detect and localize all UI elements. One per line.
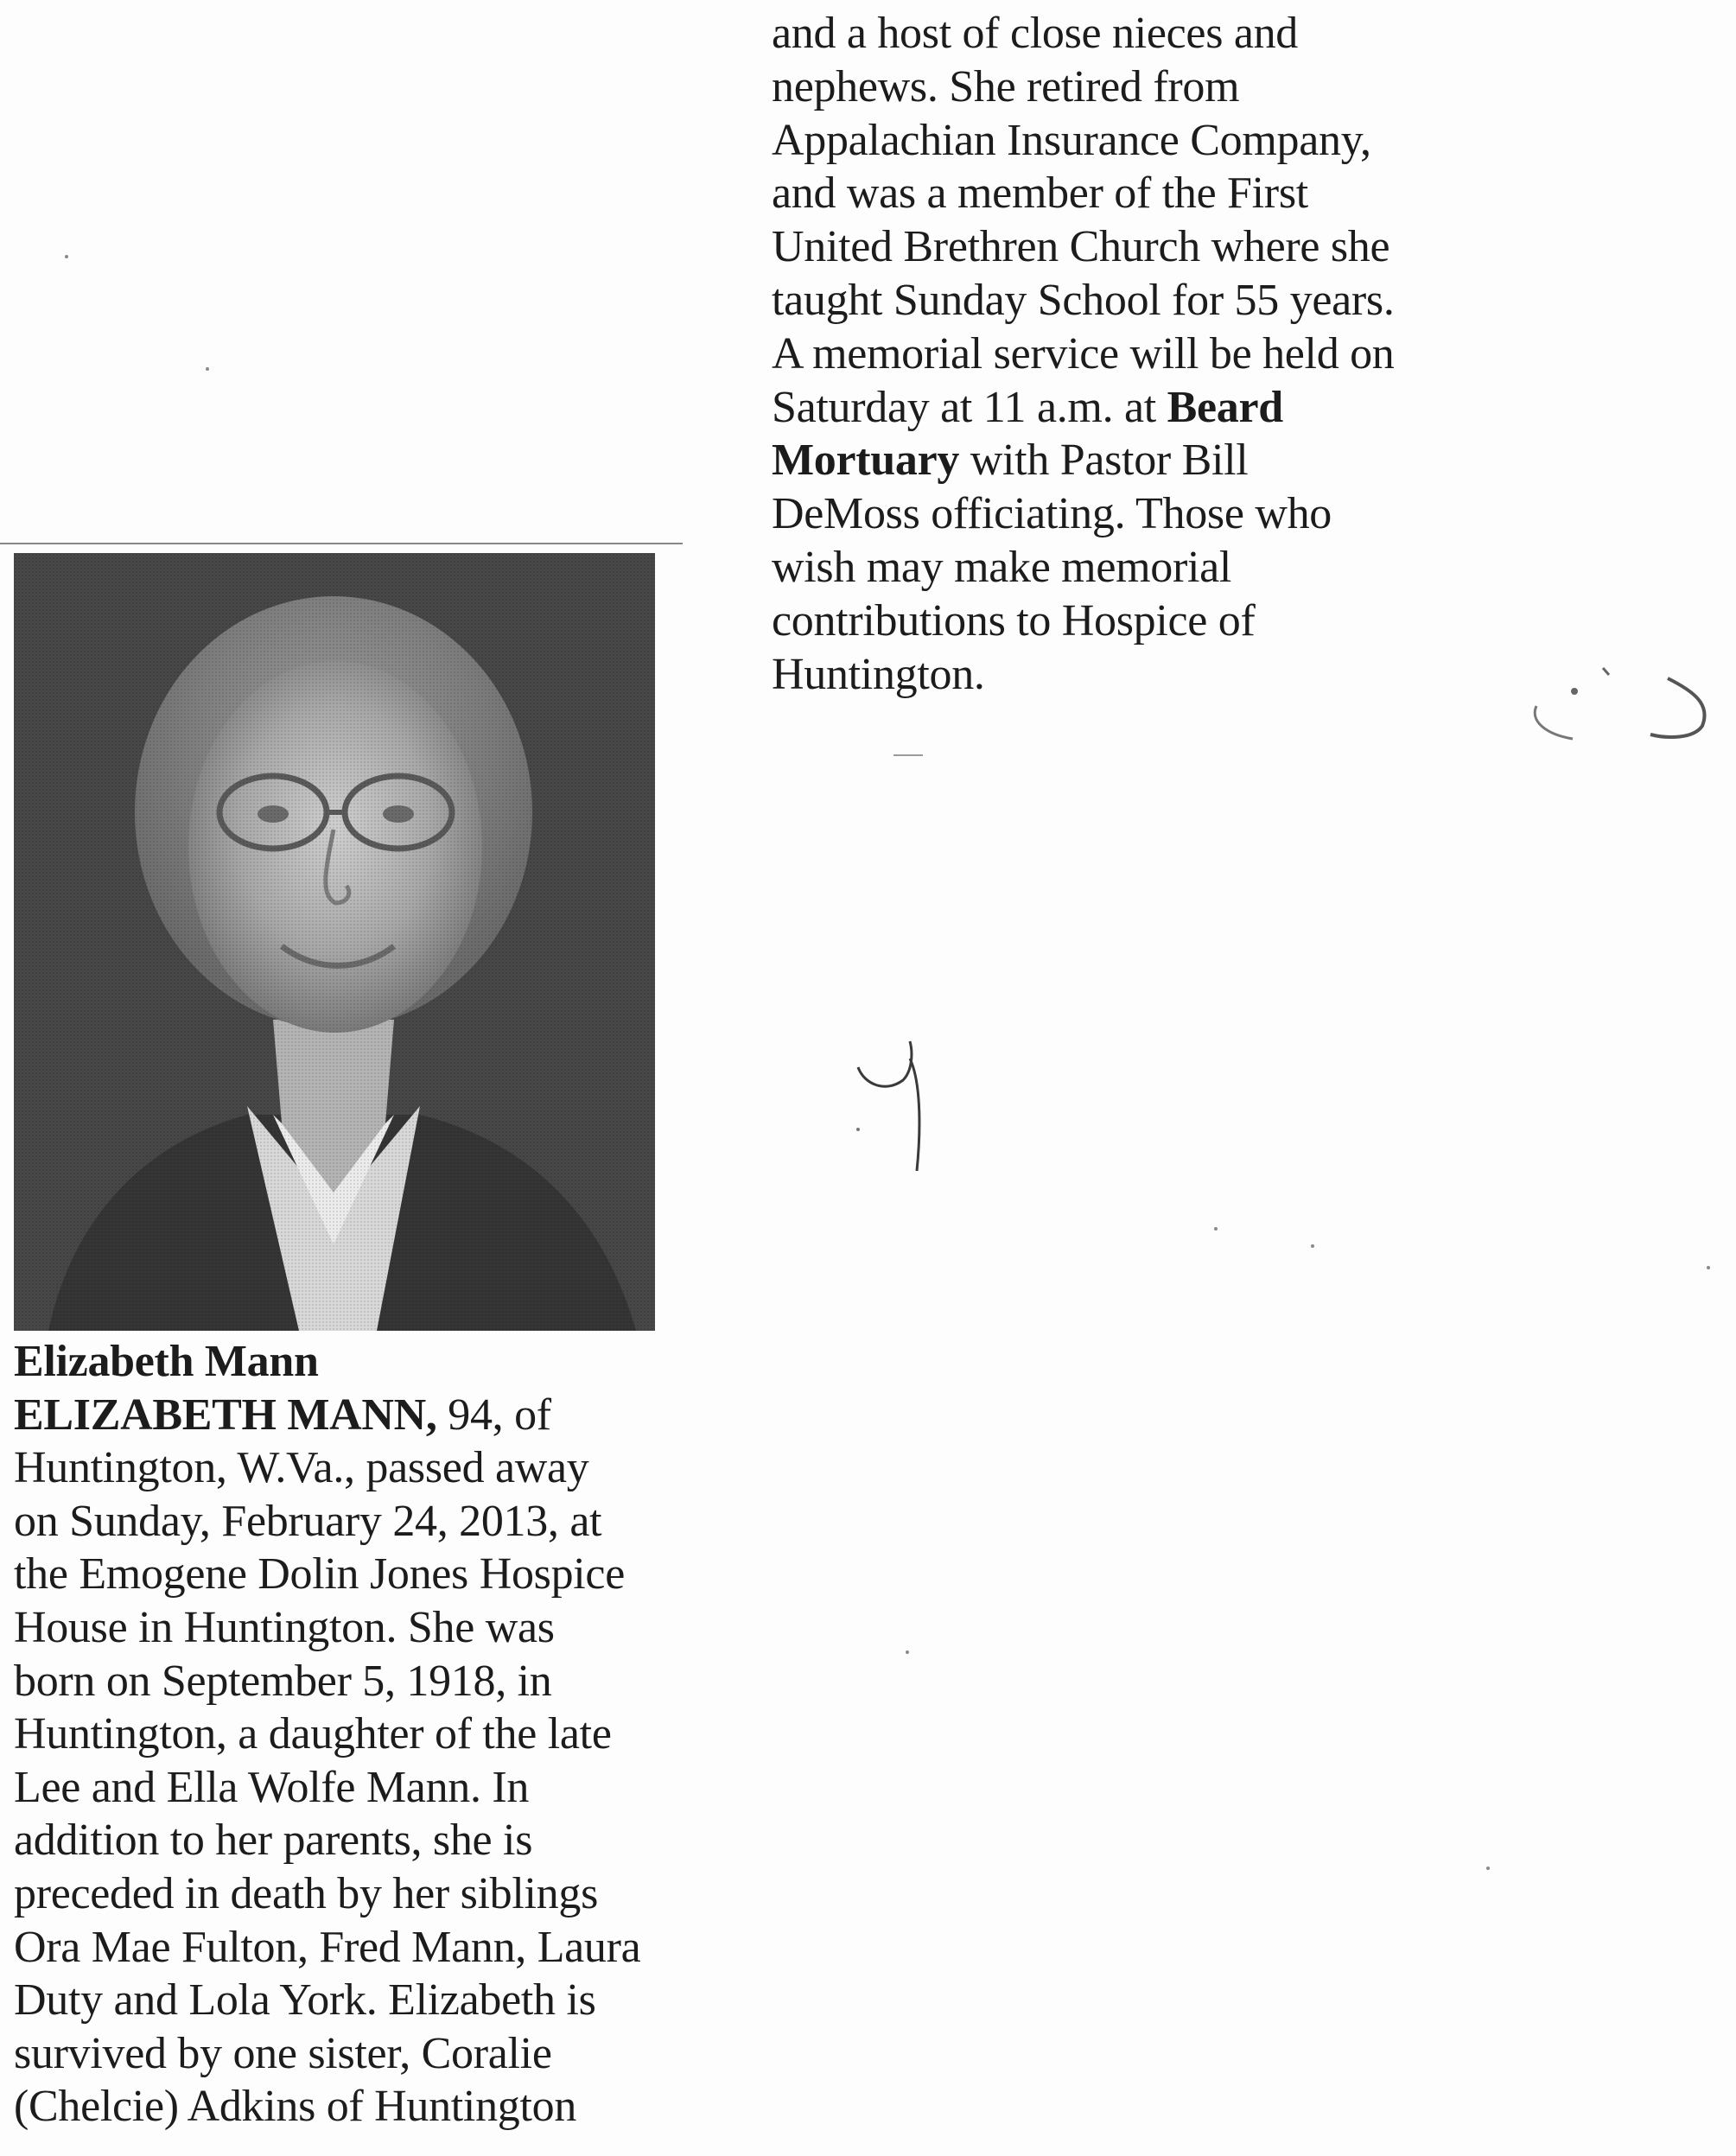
obituary-continuation [772, 7, 1549, 701]
pen-scribble-mark [1521, 652, 1728, 756]
text-line: born on September 5, 1918, in [14, 1656, 552, 1706]
clipping-edge [0, 543, 683, 544]
funeral-home-name-part1: Beard [1167, 382, 1283, 432]
text-line: United Brethren Church where she [772, 222, 1390, 272]
text-line: Ora Mae Fulton, Fred Mann, Laura [14, 1922, 641, 1972]
text-line: and was a member of the First [772, 169, 1308, 219]
text-line: DeMoss officiating. Those who [772, 489, 1332, 539]
stray-dash-mark [893, 754, 923, 756]
text-line: Huntington. [772, 649, 985, 699]
text-line: the Emogene Dolin Jones Hospice [14, 1549, 625, 1600]
text-line: preceded in death by her siblings [14, 1868, 599, 1918]
text-line-service [772, 381, 1549, 435]
text-line: addition to her parents, she is [14, 1816, 533, 1866]
text-line: A memorial service will be held on [772, 328, 1395, 378]
scan-speck [1214, 1227, 1218, 1231]
text-line: nephews. She retired from [772, 61, 1240, 111]
text-line: Lee and Ella Wolfe Mann. In [14, 1762, 530, 1812]
text-line: Huntington, a daughter of the late [14, 1709, 612, 1759]
portrait-photo [14, 553, 655, 1331]
text-line: House in Huntington. She was [14, 1602, 555, 1652]
portrait-photo-icon [14, 553, 655, 1331]
obituary-body [14, 1335, 688, 2134]
officiant-text: with Pastor Bill [959, 436, 1249, 486]
text-line: on Sunday, February 24, 2013, at [14, 1496, 602, 1546]
scan-speck [1311, 1244, 1314, 1248]
obituary-heading: Elizabeth Mann [14, 1337, 319, 1386]
scan-speck [1486, 1867, 1490, 1870]
scan-speck [206, 367, 209, 371]
text-line: survived by one sister, Coralie [14, 2028, 552, 2078]
deceased-name-caps: ELIZABETH MANN, [14, 1390, 437, 1440]
text-line: Huntington, W.Va., passed away [14, 1443, 589, 1493]
text-line: Duty and Lola York. Elizabeth is [14, 1975, 596, 2026]
text-line: (Chelcie) Adkins of Huntington [14, 2082, 577, 2132]
scan-speck [1707, 1266, 1710, 1269]
text-line: Appalachian Insurance Company, [772, 115, 1371, 165]
text-line: wish may make memorial [772, 542, 1232, 592]
text-line: taught Sunday School for 55 years. [772, 275, 1395, 325]
age-text: 94, of [436, 1390, 551, 1440]
text-line-funeral-home [772, 434, 1549, 487]
text-line-name [14, 1389, 688, 1442]
service-time-text: Saturday at 11 a.m. at [772, 382, 1167, 432]
text-line: contributions to Hospice of [772, 595, 1256, 646]
pen-checkmark [851, 1033, 946, 1180]
funeral-home-name-part2: Mortuary [772, 436, 960, 486]
scan-speck [906, 1650, 909, 1654]
scan-speck [65, 255, 68, 258]
text-line: and a host of close nieces and [772, 9, 1299, 58]
